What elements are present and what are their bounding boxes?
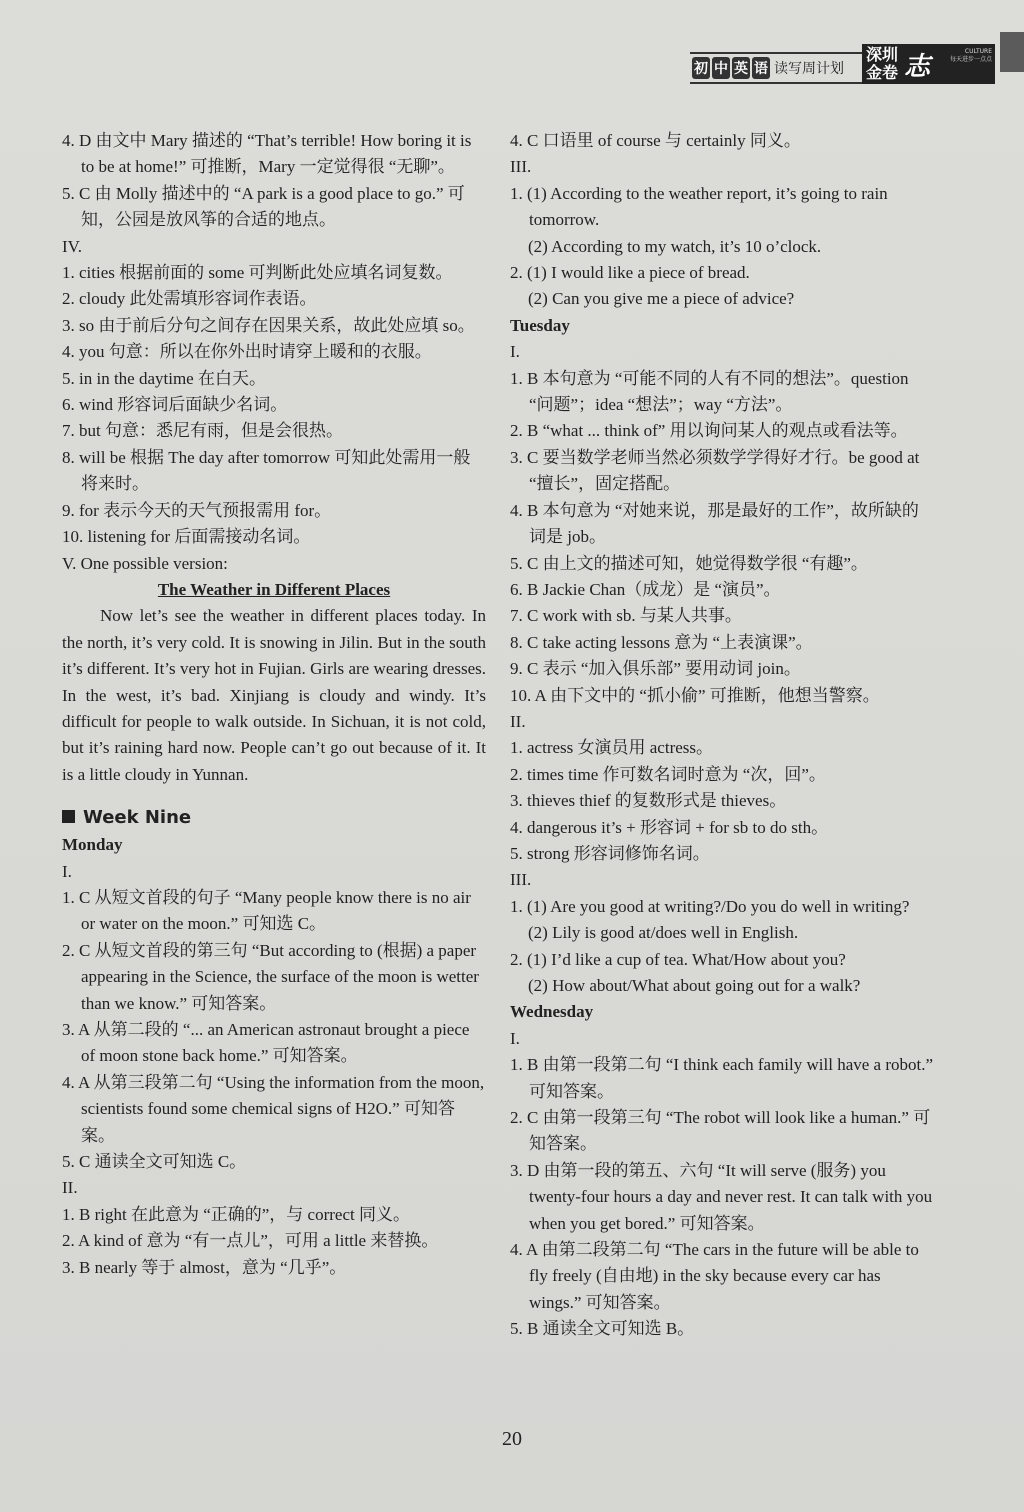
- answer-item: 9. C 表示 “加入俱乐部” 要用动词 join。: [510, 659, 801, 679]
- answer-item: 2. B “what ... think of” 用以询问某人的观点或看法等。: [510, 421, 908, 441]
- header-chip: 初: [692, 57, 710, 79]
- answer-item: 7. but 句意：悉尼有雨，但是会很热。: [62, 421, 343, 441]
- answer-item: 2. A kind of 意为 “有一点儿”，可用 a little 来替换。: [62, 1231, 439, 1251]
- header-chip: 语: [752, 57, 770, 79]
- section-heading: I.: [510, 1028, 520, 1048]
- answer-item: 1. B 由第一段第二句 “I think each family will have a robot.” 可知答案。: [510, 1055, 934, 1101]
- answer-item: 1. actress 女演员用 actress。: [510, 738, 714, 758]
- day-heading: Wednesday: [510, 1002, 594, 1022]
- answer-item: 8. will be 根据 The day after tomorrow 可知此处需用一般将来时。: [62, 447, 471, 494]
- answer-item: 3. D 由第一段的第五、六句 “It will serve (服务) you twenty-four hours a day and never rest. It can talk with you when you get bored.” 可知答案。: [510, 1160, 933, 1233]
- answer-item: 3. thieves thief 的复数形式是 thieves。: [510, 791, 787, 811]
- answer-item: 1. C 从短文首段的句子 “Many people know there is no air or water on the moon.” 可知选 C。: [62, 887, 471, 934]
- answer-item: 5. C 通读全文可知选 C。: [62, 1152, 247, 1172]
- brand-bottom: 金卷: [866, 63, 899, 82]
- answer-item: 10. A 由下文中的 “抓小偷” 可推断，他想当警察。: [510, 685, 880, 705]
- answer-item: 4. B 本句意为 “对她来说，那是最好的工作”，故所缺的词是 job。: [510, 500, 919, 547]
- answer-item: 4. A 从第三段第二句 “Using the information from the moon, scientists found some chemical signs of H2O.” 可知答案。: [62, 1072, 485, 1145]
- answer-item: 1. (1) According to the weather report, it’s going to rain tomorrow.: [510, 183, 888, 230]
- section-heading: III.: [510, 157, 532, 177]
- answer-item: 9. for 表示今天的天气预报需用 for。: [62, 500, 332, 520]
- answer-item: 4. D 由文中 Mary 描述的 “That’s terrible! How boring it is to be at home!” 可推断，Mary 一定觉得很 “无聊”。: [62, 131, 472, 177]
- answer-item: 4. C 口语里 of course 与 certainly 同义。: [510, 131, 801, 150]
- week-title: Week Nine: [83, 807, 192, 829]
- answer-item: 2. cloudy 此处需填形容词作表语。: [62, 289, 317, 309]
- answer-item: 4. A 由第二段第二句 “The cars in the future will be able to fly freely (自由地) in the sky because every car has wings.” 可知答案。: [510, 1240, 919, 1312]
- section-heading: I.: [62, 861, 72, 881]
- brand-mark: 志: [904, 51, 931, 82]
- answer-item: 8. C take acting lessons 意为 “上表演课”。: [510, 632, 813, 652]
- square-bullet-icon: [62, 810, 75, 823]
- answer-item: (2) Lily is good at/does well in English.: [528, 923, 799, 943]
- section-heading: II.: [510, 711, 526, 731]
- section-heading: I.: [510, 342, 520, 362]
- header-chip: 中: [712, 57, 730, 79]
- answer-item: 5. strong 形容词修饰名词。: [510, 843, 710, 863]
- answer-item: 6. B Jackie Chan（成龙）是 “演员”。: [510, 579, 781, 599]
- answer-item: 7. C work with sb. 与某人共事。: [510, 606, 742, 626]
- answer-item: 2. (1) I’d like a cup of tea. What/How about you?: [510, 949, 846, 969]
- answer-item: 6. wind 形容词后面缺少名词。: [62, 395, 288, 415]
- week-heading: [62, 804, 486, 832]
- header: [690, 44, 995, 82]
- day-heading: Tuesday: [510, 315, 570, 335]
- answer-item: 3. so 由于前后分句之间存在因果关系，故此处应填 so。: [62, 315, 475, 335]
- series-label: [690, 52, 862, 84]
- answer-item: 1. B 本句意为 “可能不同的人有不同的想法”。question “问题”；idea “想法”；way “方法”。: [510, 368, 909, 415]
- day-heading: Monday: [62, 835, 123, 855]
- section-heading: IV.: [62, 236, 82, 256]
- answer-item: 1. B right 在此意为 “正确的”，与 correct 同义。: [62, 1204, 410, 1224]
- section-heading: III.: [510, 870, 532, 890]
- answer-item: (2) How about/What about going out for a walk?: [528, 976, 861, 995]
- answer-item: 2. (1) I would like a piece of bread.: [510, 263, 750, 283]
- answer-item: 1. (1) Are you good at writing?/Do you do well in writing?: [510, 896, 910, 916]
- answer-item: 3. B nearly 等于 almost，意为 “几乎”。: [62, 1257, 347, 1277]
- answer-item: 10. listening for 后面需接动名词。: [62, 527, 311, 547]
- answer-item: 4. dangerous it’s + 形容词 + for sb to do sth。: [510, 817, 829, 837]
- essay-title: The Weather in Different Places: [157, 579, 391, 599]
- answer-item: 5. C 由上文的描述可知，她觉得数学很 “有趣”。: [510, 553, 868, 573]
- side-tab: [1000, 32, 1024, 72]
- answer-item: 3. C 要当数学老师当然必须数学学得好才行。be good at “擅长”，固定搭配。: [510, 447, 920, 494]
- page-number: 20: [502, 1428, 522, 1450]
- answer-item: 4. you 句意：所以在你外出时请穿上暖和的衣服。: [62, 342, 432, 362]
- section-heading: II.: [62, 1178, 78, 1198]
- brand-sub-en: CULTURE: [964, 48, 992, 55]
- brand-sub-cn: 每天进步一点点: [949, 56, 992, 63]
- series-title: 读写周计划: [774, 61, 844, 77]
- right-column: [510, 128, 934, 1343]
- answer-item: (2) According to my watch, it’s 10 o’clock.: [528, 236, 822, 256]
- answer-item: 2. C 从短文首段的第三句 “But according to (根据) a paper appearing in the Science, the surface of the moon is wetter than we know.” 可知答案。: [62, 940, 479, 1013]
- answer-item: 2. C 由第一段第三句 “The robot will look like a human.” 可知答案。: [510, 1108, 931, 1154]
- answer-item: 2. times time 作可数名词时意为 “次，回”。: [510, 764, 826, 784]
- answer-item: 5. B 通读全文可知选 B。: [510, 1319, 695, 1339]
- header-chip: 英: [732, 57, 750, 79]
- answer-item: 5. C 由 Molly 描述中的 “A park is a good place to go.” 可知，公园是放风筝的合适的地点。: [62, 183, 465, 230]
- section-heading: V. One possible version:: [62, 553, 228, 573]
- answer-item: (2) Can you give me a piece of advice?: [528, 289, 795, 309]
- answer-item: 3. A 从第二段的 “... an American astronaut brought a piece of moon stone back home.” 可知答案。: [62, 1020, 470, 1066]
- answer-item: 5. in in the daytime 在白天。: [62, 368, 266, 388]
- brand-top: 深圳: [866, 45, 899, 64]
- answer-item: 1. cities 根据前面的 some 可判断此处应填名词复数。: [62, 263, 453, 283]
- left-column: [62, 128, 486, 1281]
- brand-logo: [862, 44, 995, 84]
- essay-body: Now let’s see the weather in different places today. In the north, it’s very cold. It is snowing in Jilin. But in the south it’s different. It’s very hot in Fujian. Girls are wearing dresses. In the west, it’s bad. Xinjiang is cloudy and windy. It’s difficult for people to walk outside. In Sichuan, it is not cold, but it’s raining hard now. People can’t go out because of it. It is a little cloudy in Yunnan.: [62, 606, 486, 784]
